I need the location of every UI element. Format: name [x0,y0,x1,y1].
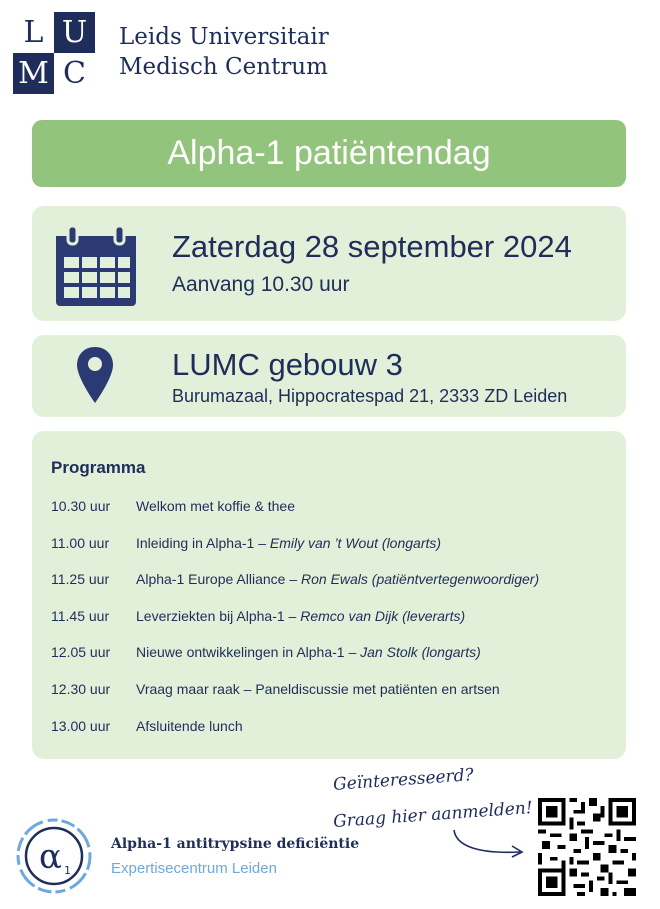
programme-item [51,498,611,535]
programme-time: 10.30 uur [51,498,111,514]
programme-description [136,498,611,514]
alpha1-logo-icon [14,816,94,896]
location-pin-icon [75,345,115,405]
programme-item [51,608,611,645]
programme-speaker: Remco van Dijk (leverarts) [300,607,466,624]
programme-speaker: Ron Ewals (patiëntvertegenwoordiger) [301,571,540,588]
location-address: Burumazaal, Hippocratespad 21, 2333 ZD Leiden [172,386,568,406]
event-title-banner [32,120,626,187]
programme-description [136,718,611,734]
programme-heading: Programma [51,458,146,477]
org-name-line2: Medisch Centrum [119,54,328,80]
event-date: Zaterdag 28 september 2024 [172,229,572,264]
programme-item [51,718,611,755]
programme-item [51,535,611,572]
programme-description [136,571,611,587]
programme-list [51,498,611,754]
programme-description [136,681,611,697]
location-name: LUMC gebouw 3 [172,347,403,382]
arrow-icon [448,826,528,862]
programme-description [136,644,611,660]
lumc-logo [13,12,95,94]
programme-speaker: Jan Stolk (longarts) [360,644,481,661]
alpha-subscript: 1 [64,864,71,877]
date-box [32,206,626,321]
handwritten-interest: Geïnteresseerd? [332,765,475,795]
programme-item [51,681,611,718]
programme-time: 11.00 uur [51,534,110,551]
programme-time: 12.30 uur [51,680,111,697]
logo-letter-u: U [54,12,95,53]
programme-description [136,535,611,551]
programme-description [136,608,611,624]
programme-topic: Alpha-1 Europe Alliance – [136,571,301,588]
calendar-icon [54,224,138,308]
programme-topic: Leverziekten bij Alpha-1 – [136,607,301,624]
programme-topic: Inleiding in Alpha-1 – [136,534,270,551]
programme-box [32,431,626,759]
logo-letter-l: L [13,12,54,53]
programme-time: 12.05 uur [51,644,111,661]
programme-topic: Afsluitende lunch [136,717,243,734]
programme-topic: Nieuwe ontwikkelingen in Alpha-1 – [136,644,361,661]
programme-time: 11.45 uur [51,607,110,624]
programme-speaker: Emily van ’t Wout (longarts) [269,534,442,551]
organization-name [119,22,329,82]
programme-topic: Welkom met koffie & thee [136,498,295,514]
logo-letter-c: C [54,53,95,94]
programme-item [51,571,611,608]
programme-time: 13.00 uur [51,717,111,734]
handwritten-register: Graag hier aanmelden! [332,798,534,832]
programme-time: 11.25 uur [51,571,110,588]
logo-letter-m: M [13,53,54,94]
location-box [32,335,626,417]
alpha-symbol: α [39,837,62,877]
event-title: Alpha-1 patiëntendag [167,134,491,172]
registration-qr-code[interactable] [538,798,636,896]
footer-title: Alpha-1 antitrypsine deficiëntie [111,836,360,852]
programme-topic: Vraag maar raak – Paneldiscussie met patiënten en artsen [136,680,500,697]
programme-item [51,644,611,681]
org-name-line1: Leids Universitair [119,24,329,50]
event-start-time: Aanvang 10.30 uur [172,273,350,296]
footer-subtitle: Expertisecentrum Leiden [111,860,277,877]
